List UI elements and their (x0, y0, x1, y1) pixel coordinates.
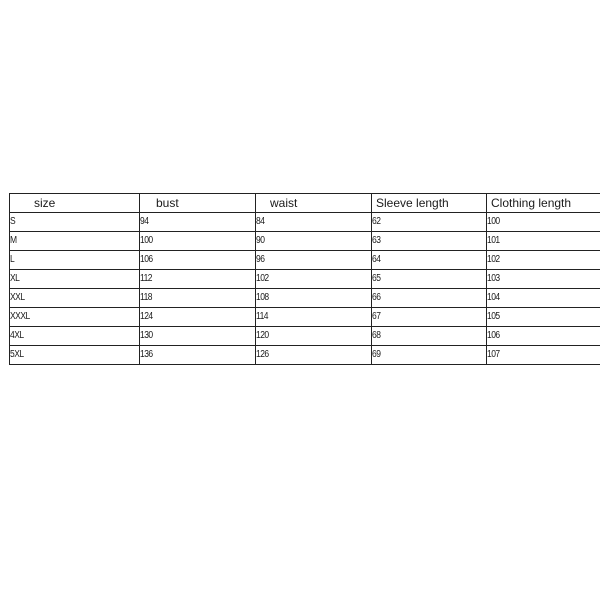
header-waist: waist (256, 194, 372, 213)
table-header-row (10, 194, 600, 213)
header-sleeve-length: Sleeve length (372, 194, 487, 213)
cell-waist: 102 (256, 270, 372, 289)
cell-waist: 114 (256, 308, 372, 327)
cell-waist: 120 (256, 327, 372, 346)
cell-bust: 94 (140, 213, 256, 232)
table-row (10, 232, 600, 251)
cell-size: 5XL (10, 346, 140, 365)
cell-bust: 112 (140, 270, 256, 289)
cell-clothing-length: 107 (487, 346, 600, 365)
cell-size: XXL (10, 289, 140, 308)
cell-bust: 100 (140, 232, 256, 251)
cell-sleeve-length: 65 (372, 270, 487, 289)
cell-bust: 106 (140, 251, 256, 270)
cell-sleeve-length: 64 (372, 251, 487, 270)
header-bust: bust (140, 194, 256, 213)
cell-waist: 90 (256, 232, 372, 251)
cell-sleeve-length: 62 (372, 213, 487, 232)
cell-size: 4XL (10, 327, 140, 346)
table-row (10, 308, 600, 327)
table-row (10, 213, 600, 232)
cell-bust: 118 (140, 289, 256, 308)
cell-sleeve-length: 63 (372, 232, 487, 251)
cell-waist: 96 (256, 251, 372, 270)
cell-size: L (10, 251, 140, 270)
cell-size: S (10, 213, 140, 232)
cell-bust: 130 (140, 327, 256, 346)
cell-waist: 84 (256, 213, 372, 232)
cell-waist: 108 (256, 289, 372, 308)
cell-clothing-length: 102 (487, 251, 600, 270)
table-row (10, 289, 600, 308)
table-row (10, 346, 600, 365)
cell-clothing-length: 100 (487, 213, 600, 232)
cell-clothing-length: 101 (487, 232, 600, 251)
cell-clothing-length: 105 (487, 308, 600, 327)
cell-size: XXXL (10, 308, 140, 327)
header-size: size (10, 194, 140, 213)
table-row (10, 251, 600, 270)
cell-size: XL (10, 270, 140, 289)
cell-clothing-length: 103 (487, 270, 600, 289)
header-clothing-length: Clothing length (487, 194, 600, 213)
cell-sleeve-length: 67 (372, 308, 487, 327)
cell-clothing-length: 104 (487, 289, 600, 308)
size-chart-table (9, 193, 600, 365)
cell-sleeve-length: 68 (372, 327, 487, 346)
table-row (10, 270, 600, 289)
table-row (10, 327, 600, 346)
cell-bust: 136 (140, 346, 256, 365)
cell-clothing-length: 106 (487, 327, 600, 346)
cell-size: M (10, 232, 140, 251)
cell-bust: 124 (140, 308, 256, 327)
cell-waist: 126 (256, 346, 372, 365)
cell-sleeve-length: 69 (372, 346, 487, 365)
cell-sleeve-length: 66 (372, 289, 487, 308)
